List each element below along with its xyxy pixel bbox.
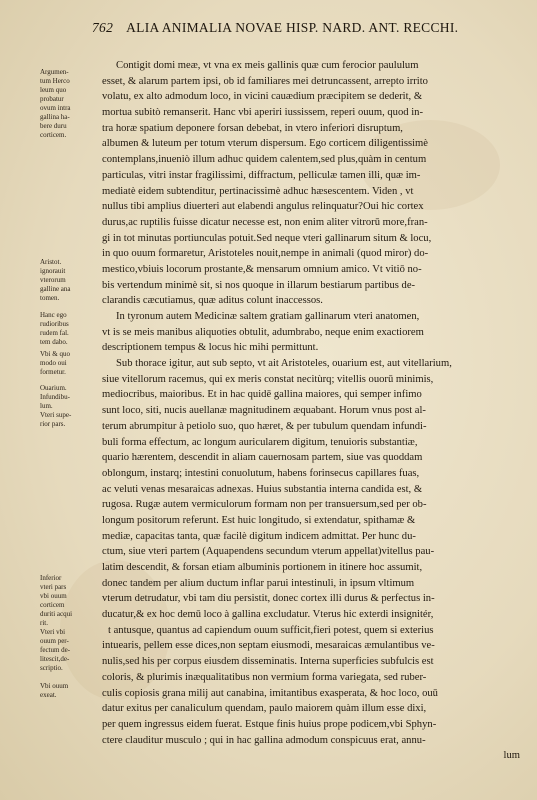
text-line: ducatur,& ex hoc demū loco à gallina excludatur. Vterus hic exterdi insignitér,: [102, 609, 434, 621]
text-line: esset, & alarum partem ipsi, ob id familiares mei detruncassent, arrepto irrito: [102, 75, 428, 87]
text-line: mestico,vbiuis locorum prostante,& mensarum omnium amico. Vt vitiō no-: [102, 263, 422, 275]
text-line: oblongum, instarq; intestini conuolutum, habens forinsecus capillares fuas,: [102, 467, 420, 479]
margin-note: Aristot. ignorauit vterorum galline ana tomen.: [40, 258, 71, 302]
margin-note: Hanc ego rudioribus rudem fal. tem dabo.: [40, 311, 69, 346]
text-line: ctum, siue vteri partem (Aquapendens secundum vterum appellat)vitellus pau-: [102, 546, 435, 558]
text-line: Sub thorace igitur, aut sub septo, vt ait Aristoteles, ouarium est, aut vitellarium,: [116, 358, 452, 370]
text-line: durus,ac ruptilis fuisse dicatur necesse est, non enim aliter vitrorū more,fran-: [102, 216, 428, 228]
margin-note: Vbi ouum exeat.: [40, 682, 69, 699]
text-line: tra horæ spatium deponere forsan debebat, in vtero inferiori disruptum,: [102, 122, 403, 134]
text-line: siue vitellorum racemus, qui ex meris constat necitùrq; vitellis ouorū minimis,: [102, 373, 434, 385]
text-line: mediatè eidem subtenditur, pertinacissimè adhuc hæsescentem. Viden , vt: [102, 185, 414, 197]
text-line: latim descendit, & forsan etiam albuminis portionem in itinere hoc assumit,: [102, 562, 423, 573]
margin-note: Vbi & quo modo oui formetur.: [40, 350, 70, 376]
text-line: mediocribus, maioribus. Et in hac quidē gallina maiores, qui semper infimo: [102, 389, 422, 401]
text-line: donec tandem per alium ductum inflar parui intestinuli, in ipsum vltimum: [102, 577, 415, 589]
catchword: lum: [503, 750, 520, 762]
text-line: culis copiosis grana milij aut canabina, imitantibus exasperata, & hoc loco, ouū: [102, 687, 438, 699]
text-line: longum positorum referunt. Est huic longitudo, si extendatur, spithamæ &: [102, 514, 416, 526]
text-line: t antusque, quantus ad capiendum ouum sufficit,fieri potest, quem si exterius: [108, 624, 434, 636]
text-line: particulas, vitri instar fragilissimi, diffractum, pelliculæ tamen illi, quæ im-: [102, 169, 421, 181]
text-line: clarandis cæcutiamus, quæ aditus colunt inaccessos.: [102, 295, 323, 307]
main-text: [102, 58, 520, 764]
text-line: nullus tibi amplius diuerteri aut elabendi angulus relinquatur?Oui hic cortex: [102, 201, 424, 213]
text-line: contemplans,inueniò illum adhuc quidem calentem,sed plus,quàm in centum: [102, 154, 427, 166]
margin-note: Ouarium. Infundibu- lum. Vteri supe- rior pars.: [40, 384, 72, 428]
text-line: vterum detrudatur, vbi tam diu persistit, donec cortex illi durus & perfectus in-: [102, 593, 435, 605]
margin-note: Argumen- tum Herco leum quo probatur ovum intra gallina ha- bere duru corticem.: [40, 68, 71, 139]
text-line: albumen & luteum per totum vterum dispersum. Ego corticem diligentissimè: [102, 138, 428, 150]
text-line: terum abrumpitur à petiolo suo, quo hæret, & per tubulum quendam infundi-: [102, 420, 427, 432]
page-number: 762: [92, 20, 114, 35]
text-line: ac veluti venas mesaraicas adnexas. Huius substantia interna candida est, &: [102, 483, 423, 495]
text-line: ctere clauditur musculo ; qui in hac gallina admodum conspicuus erat, annu-: [102, 734, 426, 746]
text-line: vt is se meis manibus aliquoties obtulit, adumbrabo, neque enim exactiorem: [102, 326, 424, 338]
text-line: buli forma effectum, ac longum auricularem digitum, tenuioris substantiæ,: [102, 436, 418, 448]
text-line: sunt loco, siti, nucis auellanæ magnitudinem æquabant. Horum vnus post al-: [102, 405, 426, 417]
running-header: [92, 20, 522, 42]
text-line: coloris, & plurimis inæqualitatibus non vermium forma variegata, sed ruber-: [102, 671, 427, 683]
text-line: nulis,sed his per corpus eiusdem disseminatis. Interna superficies subfulcis est: [102, 656, 434, 668]
text-line: gi in tot minutas portiunculas potuit.Sed neque vteri gallinarum situm & locu,: [102, 232, 432, 244]
text-line: In tyronum autem Medicinæ saltem gratiam gallinarum vteri anatomen,: [116, 311, 420, 322]
text-line: rugosa. Rugæ autem vermiculorum formam non per transuersum,sed per ob-: [102, 499, 427, 511]
text-line: mortua subitò remanserit. Hanc vbi aperiri iussissem, reperi ouum, quod in-: [102, 107, 423, 119]
text-line: bis vertendum minimè sit, si nos quoque in illarum bestiarum partibus de-: [102, 279, 416, 291]
text-line: datur exitus per canaliculum quendam, paulo maiorem quàm illum esse dixi,: [102, 703, 427, 715]
text-line: intuearis, pellem esse dices,non septam eiusmodi, mesaraicas æmulantibus ve-: [102, 640, 435, 652]
margin-note: Inferior vteri pars vbi ouum corticem duriti acqui rit. Vteri vbi ouum per- fectum de- litescit,de- scriptio.: [40, 574, 73, 672]
text-line: quario hærentem, descendit in aliam cauernosam partem, siue vas quoddam: [102, 452, 423, 464]
text-line: mediæ, capacitas tanta, quæ facilè digitum indicem admittat. Per hunc du-: [102, 530, 416, 542]
text-line: volatu, ex alto admodum loco, in vicini cauædium præcipitem se dederit, &: [102, 91, 423, 103]
running-title: ALIA ANIMALIA NOVAE HISP. NARD. ANT. RECCHI.: [126, 20, 459, 35]
text-line: per quem ingressus eidem fuerat. Estque finis huius prope podicem,vbi Sphyn-: [102, 718, 437, 730]
text-line: Contigit domi meæ, vt vna ex meis gallinis quæ cum ferocior paululum: [116, 60, 419, 71]
text-line: in quo ouum formaretur, Aristoteles nouit,nempe in animali (quod miror) do-: [102, 248, 429, 260]
text-line: descriptionem tempus & locus hic mihi permittunt.: [102, 342, 319, 354]
